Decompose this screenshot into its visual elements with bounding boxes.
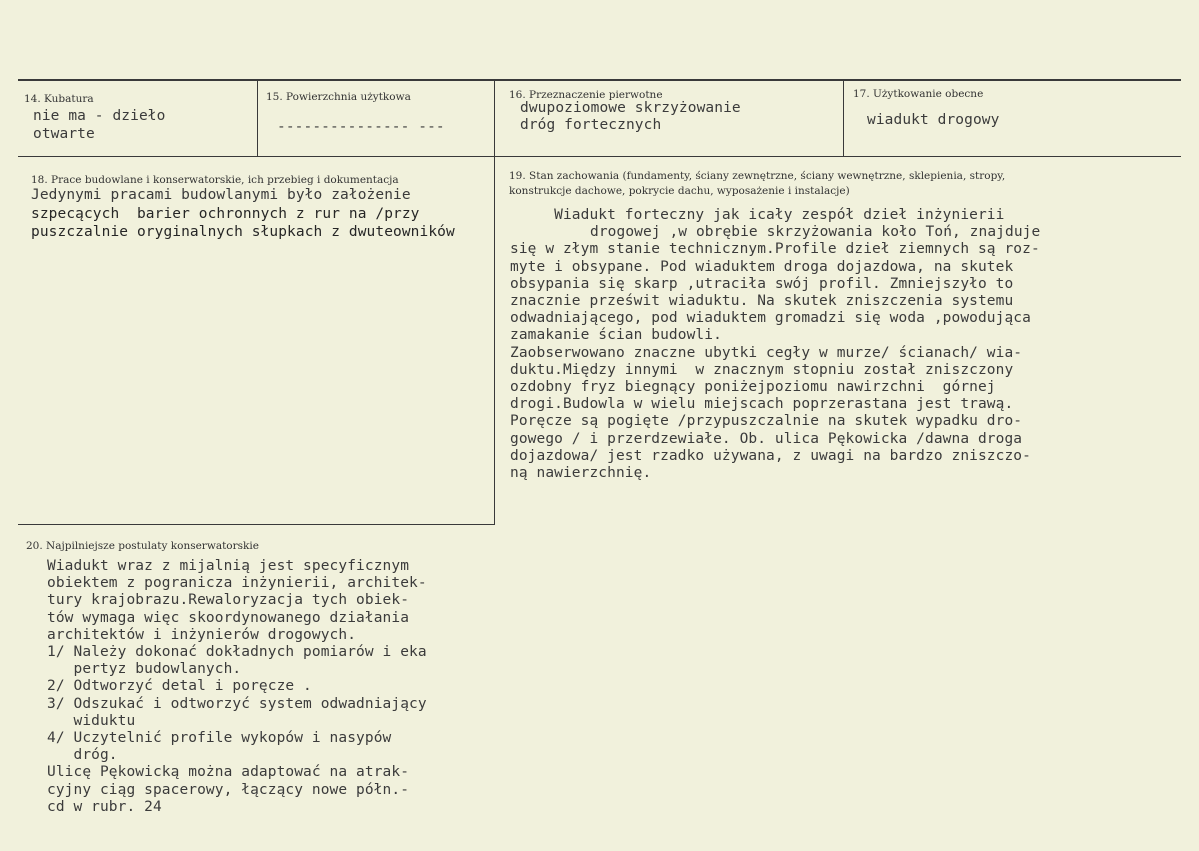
postulaty-line: cyjny ciąg spacerowy, łączący nowe półn.-	[47, 781, 410, 798]
stan-line: drogi.Budowla w wielu miejscach poprzerastana jest trawą.	[510, 396, 1014, 413]
stan-line: Poręcze są pogięte /przypuszczalnie na skutek wypadku dro-	[510, 413, 1023, 430]
divider-2	[494, 80, 495, 525]
stan-line: się w złym stanie technicznym.Profile dzieł ziemnych są roz-	[510, 241, 1040, 258]
powierzchnia-value: --------------- ---	[277, 119, 445, 135]
stan-line: znacznie prześwit wiaduktu. Na skutek zniszczenia systemu	[510, 293, 1014, 309]
prace-line-3: puszczalnie oryginalnych słupkach z dwuteowników	[31, 224, 455, 240]
postulaty-line: tów wymaga więc skoordynowanego działania	[47, 609, 410, 626]
stan-line: Wiadukt forteczny jak icały zespół dzieł inżynierii	[510, 207, 1005, 223]
stan-line: zamakanie ścian budowli.	[510, 327, 722, 344]
prace-line-1: Jedynymi pracami budowlanymi było założenie	[31, 187, 411, 203]
kubatura-label: 14. Kubatura	[24, 93, 94, 105]
postulaty-line: Wiadukt wraz z mijalnią jest specyficznym	[47, 558, 410, 574]
postulaty-line: 2/ Odtworzyć detal i poręcze .	[47, 678, 312, 695]
kubatura-value-line-1: nie ma - dzieło	[33, 108, 166, 124]
uzytkowanie-value: wiadukt drogowy	[867, 112, 1000, 128]
postulaty-line: 3/ Odszukać i odtworzyć system odwadniający	[47, 695, 427, 712]
stan-line: duktu.Między innymi w znacznym stopniu został zniszczony	[510, 361, 1014, 378]
postulaty-line: pertyz budowlanych.	[47, 661, 242, 678]
postulaty-line: cd w rubr. 24	[47, 798, 162, 815]
stan-line: ozdobny fryz biegnący poniżejpoziomu nawirzchni górnej	[510, 379, 996, 395]
stan-label-line-2: konstrukcje dachowe, pokrycie dachu, wyposażenie i instalacje)	[509, 185, 850, 197]
stan-line: odwadniającego, pod wiaduktem gromadzi się woda ,powodująca	[510, 310, 1031, 327]
divider-3	[843, 80, 844, 156]
stan-line: drogowej ,w obrębie skrzyżowania koło Toń, znajduje	[590, 224, 1041, 241]
przeznaczenie-value-line-1: dwupoziomowe skrzyżowanie	[520, 100, 741, 116]
uzytkowanie-label: 17. Użytkowanie obecne	[853, 88, 984, 100]
prace-line-2: szpecących barier ochronnych z rur na /przy	[31, 206, 420, 222]
powierzchnia-label: 15. Powierzchnia użytkowa	[266, 91, 411, 103]
postulaty-line: dróg.	[47, 747, 118, 764]
stan-line: obsypania się skarp ,utraciła swój profil. Zmniejszyło to	[510, 275, 1014, 292]
postulaty-line: Ulicę Pękowicką można adaptować na atrak-	[47, 764, 410, 781]
stan-line: myte i obsypane. Pod wiaduktem droga dojazdowa, na skutek	[510, 258, 1014, 275]
postulaty-line: obiektem z pogranicza inżynierii, architek-	[47, 575, 427, 592]
postulaty-line: widuktu	[47, 712, 136, 729]
postulaty-line: architektów i inżynierów drogowych.	[47, 626, 357, 643]
stan-line: dojazdowa/ jest rzadko używana, z uwagi na bardzo zniszczo-	[510, 447, 1031, 464]
top-rule	[18, 79, 1181, 81]
postulaty-line: 4/ Uczytelnić profile wykopów i nasypów	[47, 730, 392, 746]
postulaty-label: 20. Najpilniejsze postulaty konserwatorskie	[26, 540, 259, 552]
przeznaczenie-value-line-2: dróg fortecznych	[520, 117, 662, 133]
postulaty-line: tury krajobrazu.Rewaloryzacja tych obiek-	[47, 592, 410, 609]
kubatura-value-line-2: otwarte	[33, 126, 95, 142]
postulaty-line: 1/ Należy dokonać dokładnych pomiarów i eka	[47, 644, 427, 660]
prace-label: 18. Prace budowlane i konserwatorskie, ich przebieg i dokumentacja	[31, 174, 399, 186]
left-column-split-rule	[18, 524, 494, 525]
stan-line: Zaobserwowano znaczne ubytki cegły w murze/ ścianach/ wia-	[510, 344, 1023, 361]
stan-line: ną nawierzchnię.	[510, 465, 652, 481]
stan-line: gowego / i przerdzewiałe. Ob. ulica Pękowicka /dawna droga	[510, 430, 1023, 447]
stan-label-line-1: 19. Stan zachowania (fundamenty, ściany zewnętrzne, ściany wewnętrzne, sklepienia, stropy,	[509, 170, 1006, 182]
divider-1	[257, 80, 258, 156]
header-bottom-rule	[18, 156, 1181, 157]
przeznaczenie-label: 16. Przeznaczenie pierwotne	[509, 89, 663, 101]
